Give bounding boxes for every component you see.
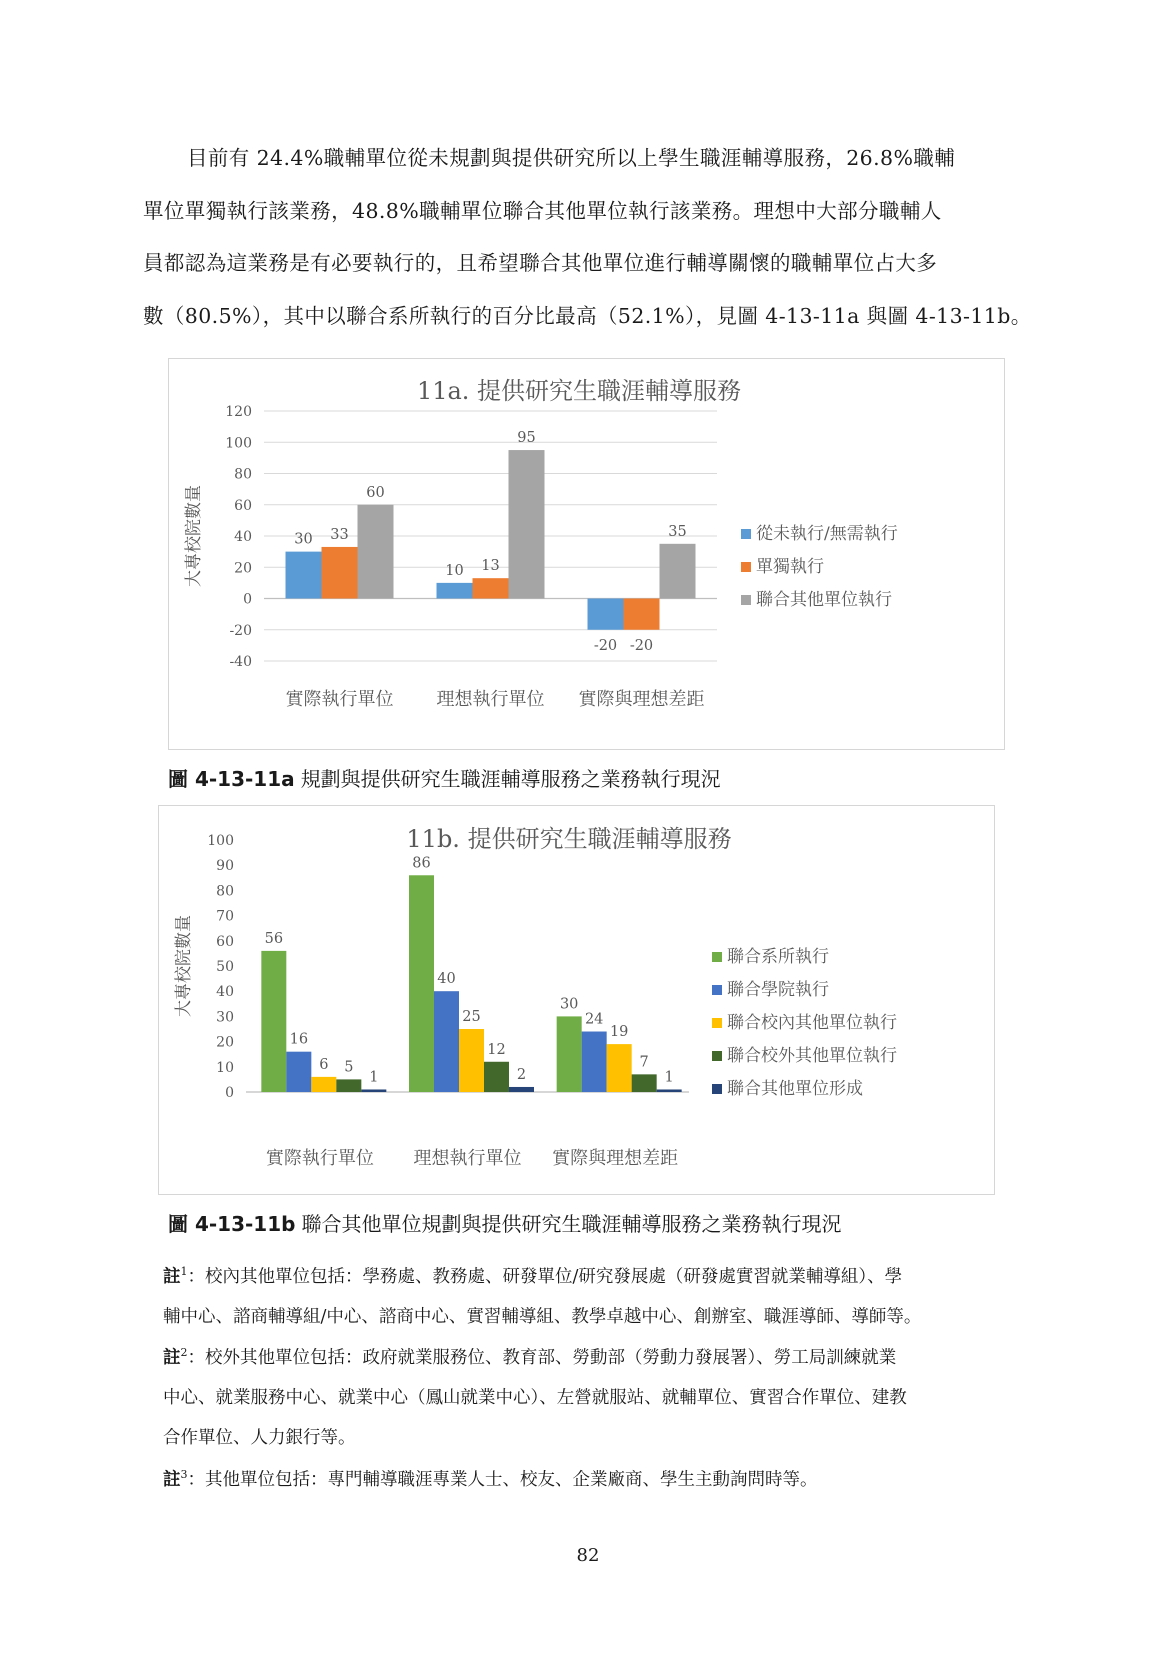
y-tick-label: 0 bbox=[243, 591, 252, 608]
bar bbox=[484, 1062, 509, 1092]
bar bbox=[557, 1016, 582, 1092]
bar bbox=[607, 1044, 632, 1092]
y-axis-label: 大專校院數量 bbox=[184, 485, 204, 587]
legend-label: 聯合其他單位形成 bbox=[727, 1079, 863, 1099]
figure-caption-b-label: 圖 4-13-11b bbox=[168, 1212, 296, 1236]
bar bbox=[509, 450, 545, 598]
bar bbox=[473, 578, 509, 598]
paragraph-line: 員都認為這業務是有必要執行的，且希望聯合其他單位進行輔導關懷的職輔單位占大多 bbox=[143, 251, 938, 275]
data-label: 1 bbox=[369, 1069, 379, 1086]
data-label: 2 bbox=[516, 1066, 527, 1083]
note-line: ：校內其他單位包括：學務處、教務處、研發單位/研究發展處（研發處實習就業輔導組）、學 bbox=[187, 1266, 903, 1287]
legend-swatch bbox=[712, 985, 722, 995]
chart-11b bbox=[158, 805, 995, 1195]
bar bbox=[336, 1079, 361, 1092]
data-label: 16 bbox=[289, 1031, 309, 1048]
y-tick-label: 10 bbox=[216, 1059, 234, 1076]
data-label: 6 bbox=[319, 1056, 329, 1073]
legend-label: 聯合學院執行 bbox=[727, 980, 829, 1000]
figure-caption-a bbox=[168, 763, 721, 792]
data-label: 56 bbox=[264, 930, 284, 947]
intro-paragraph bbox=[143, 132, 1043, 342]
bar bbox=[509, 1087, 534, 1092]
data-label: 30 bbox=[294, 531, 313, 548]
y-tick-label: 30 bbox=[216, 1009, 234, 1026]
y-tick-label: 20 bbox=[234, 560, 252, 577]
x-tick-label: 實際與理想差距 bbox=[552, 1148, 679, 1169]
note-line: 中心、就業服務中心、就業中心（鳳山就業中心）、左營就服站、就輔單位、實習合作單位、建教 bbox=[163, 1387, 907, 1408]
legend-swatch bbox=[712, 1084, 722, 1094]
y-tick-label: 80 bbox=[216, 883, 234, 900]
note-line: ：其他單位包括：專門輔導職涯專業人士、校友、企業廠商、學生主動詢問時等。 bbox=[187, 1469, 818, 1490]
legend-swatch bbox=[712, 1051, 722, 1061]
data-label: 35 bbox=[668, 523, 687, 540]
legend-label: 聯合校外其他單位執行 bbox=[727, 1046, 897, 1066]
data-label: 7 bbox=[639, 1054, 649, 1071]
y-tick-label: -20 bbox=[229, 622, 252, 639]
bar bbox=[261, 951, 286, 1092]
legend-swatch bbox=[712, 1018, 722, 1028]
data-label: 95 bbox=[517, 430, 536, 447]
x-tick-label: 實際與理想差距 bbox=[578, 689, 705, 710]
note-line: 合作單位、人力銀行等。 bbox=[163, 1427, 356, 1448]
legend-label: 聯合系所執行 bbox=[727, 947, 829, 967]
note-line: 輔中心、諮商輔導組/中心、諮商中心、實習輔導組、教學卓越中心、創辦室、職涯導師、導師等。 bbox=[163, 1306, 922, 1327]
legend-swatch bbox=[741, 529, 751, 539]
data-label: 24 bbox=[584, 1011, 604, 1028]
y-tick-label: 60 bbox=[216, 933, 234, 950]
paragraph-line: 目前有 24.4%職輔單位從未規劃與提供研究所以上學生職涯輔導服務，26.8%職輔 bbox=[187, 146, 956, 170]
data-label: 86 bbox=[412, 855, 431, 872]
legend-swatch bbox=[741, 562, 751, 572]
y-tick-label: 100 bbox=[207, 833, 234, 849]
data-label: 10 bbox=[445, 562, 464, 579]
bar bbox=[459, 1029, 484, 1092]
data-label: -20 bbox=[593, 637, 618, 654]
note-2 bbox=[163, 1333, 1043, 1458]
y-tick-label: 100 bbox=[225, 435, 252, 452]
note-line: ：校外其他單位包括：政府就業服務位、教育部、勞動部（勞動力發展署）、勞工局訓練就業 bbox=[187, 1347, 897, 1368]
y-tick-label: 40 bbox=[216, 984, 234, 1001]
y-axis-label: 大專校院數量 bbox=[174, 915, 194, 1017]
paragraph-line: 數（80.5%），其中以聯合系所執行的百分比最高（52.1%），見圖 4-13-11a 與圖 4-13-11b。 bbox=[143, 303, 1032, 328]
bar bbox=[660, 544, 696, 599]
y-tick-label: 0 bbox=[225, 1085, 234, 1101]
chart-11b-svg bbox=[159, 806, 994, 1194]
bar bbox=[437, 583, 473, 599]
bar bbox=[624, 599, 660, 630]
note-label: 註 bbox=[163, 1469, 181, 1490]
bar bbox=[286, 552, 322, 599]
y-tick-label: 70 bbox=[216, 908, 234, 925]
note-label: 註 bbox=[163, 1347, 181, 1368]
data-label: -20 bbox=[629, 637, 654, 654]
bar bbox=[311, 1077, 336, 1092]
bar bbox=[361, 1089, 386, 1092]
data-label: 40 bbox=[437, 971, 456, 988]
x-tick-label: 實際執行單位 bbox=[265, 1148, 374, 1169]
bar bbox=[588, 599, 624, 630]
legend-swatch bbox=[741, 595, 751, 605]
data-label: 12 bbox=[487, 1041, 506, 1058]
paragraph-line: 單位單獨執行該業務，48.8%職輔單位聯合其他單位執行該業務。理想中大部分職輔人 bbox=[143, 198, 942, 223]
y-tick-label: 90 bbox=[216, 858, 234, 875]
y-tick-label: 60 bbox=[234, 497, 252, 514]
chart-title: 11a. 提供研究生職涯輔導服務 bbox=[416, 377, 742, 405]
y-tick-label: 50 bbox=[216, 959, 234, 975]
legend-swatch bbox=[712, 952, 722, 962]
bar bbox=[409, 875, 434, 1092]
legend-label: 從未執行/無需執行 bbox=[756, 524, 898, 544]
y-tick-label: 40 bbox=[234, 529, 252, 545]
bar bbox=[657, 1089, 682, 1092]
data-label: 19 bbox=[609, 1024, 629, 1041]
y-tick-label: -40 bbox=[229, 654, 252, 670]
bar bbox=[434, 991, 459, 1092]
data-label: 5 bbox=[344, 1059, 354, 1076]
legend-label: 聯合校內其他單位執行 bbox=[727, 1013, 897, 1033]
chart-11a-svg bbox=[169, 359, 1004, 749]
data-label: 33 bbox=[330, 526, 349, 543]
bar bbox=[632, 1074, 657, 1092]
chart-11a bbox=[168, 358, 1005, 750]
y-tick-label: 20 bbox=[216, 1034, 234, 1051]
note-number: 3 bbox=[180, 1468, 188, 1481]
legend-label: 聯合其他單位執行 bbox=[756, 590, 892, 610]
figure-caption-b bbox=[168, 1208, 841, 1237]
y-tick-label: 80 bbox=[234, 466, 252, 483]
bar bbox=[358, 505, 394, 599]
legend-label: 單獨執行 bbox=[756, 557, 824, 577]
page-number: 82 bbox=[576, 1545, 600, 1566]
data-label: 13 bbox=[481, 558, 500, 575]
data-label: 30 bbox=[559, 996, 579, 1013]
note-1 bbox=[163, 1252, 1043, 1337]
note-number: 1 bbox=[180, 1265, 188, 1278]
figure-caption-b-text: 聯合其他單位規劃與提供研究生職涯輔導服務之業務執行現況 bbox=[301, 1212, 842, 1236]
x-tick-label: 實際執行單位 bbox=[285, 689, 394, 710]
data-label: 25 bbox=[462, 1009, 481, 1025]
note-number: 2 bbox=[180, 1346, 188, 1359]
chart-title: 11b. 提供研究生職涯輔導服務 bbox=[406, 825, 732, 853]
figure-caption-a-text: 規劃與提供研究生職涯輔導服務之業務執行現況 bbox=[300, 767, 721, 791]
bar bbox=[286, 1052, 311, 1092]
figure-caption-a-label: 圖 4-13-11a bbox=[168, 767, 295, 791]
x-tick-label: 理想執行單位 bbox=[436, 689, 545, 710]
note-3 bbox=[163, 1455, 1043, 1500]
data-label: 60 bbox=[366, 484, 385, 501]
x-tick-label: 理想執行單位 bbox=[413, 1148, 522, 1169]
note-label: 註 bbox=[163, 1266, 181, 1287]
y-tick-label: 120 bbox=[225, 404, 252, 420]
bar bbox=[322, 547, 358, 599]
bar bbox=[582, 1032, 607, 1092]
data-label: 1 bbox=[664, 1069, 674, 1086]
